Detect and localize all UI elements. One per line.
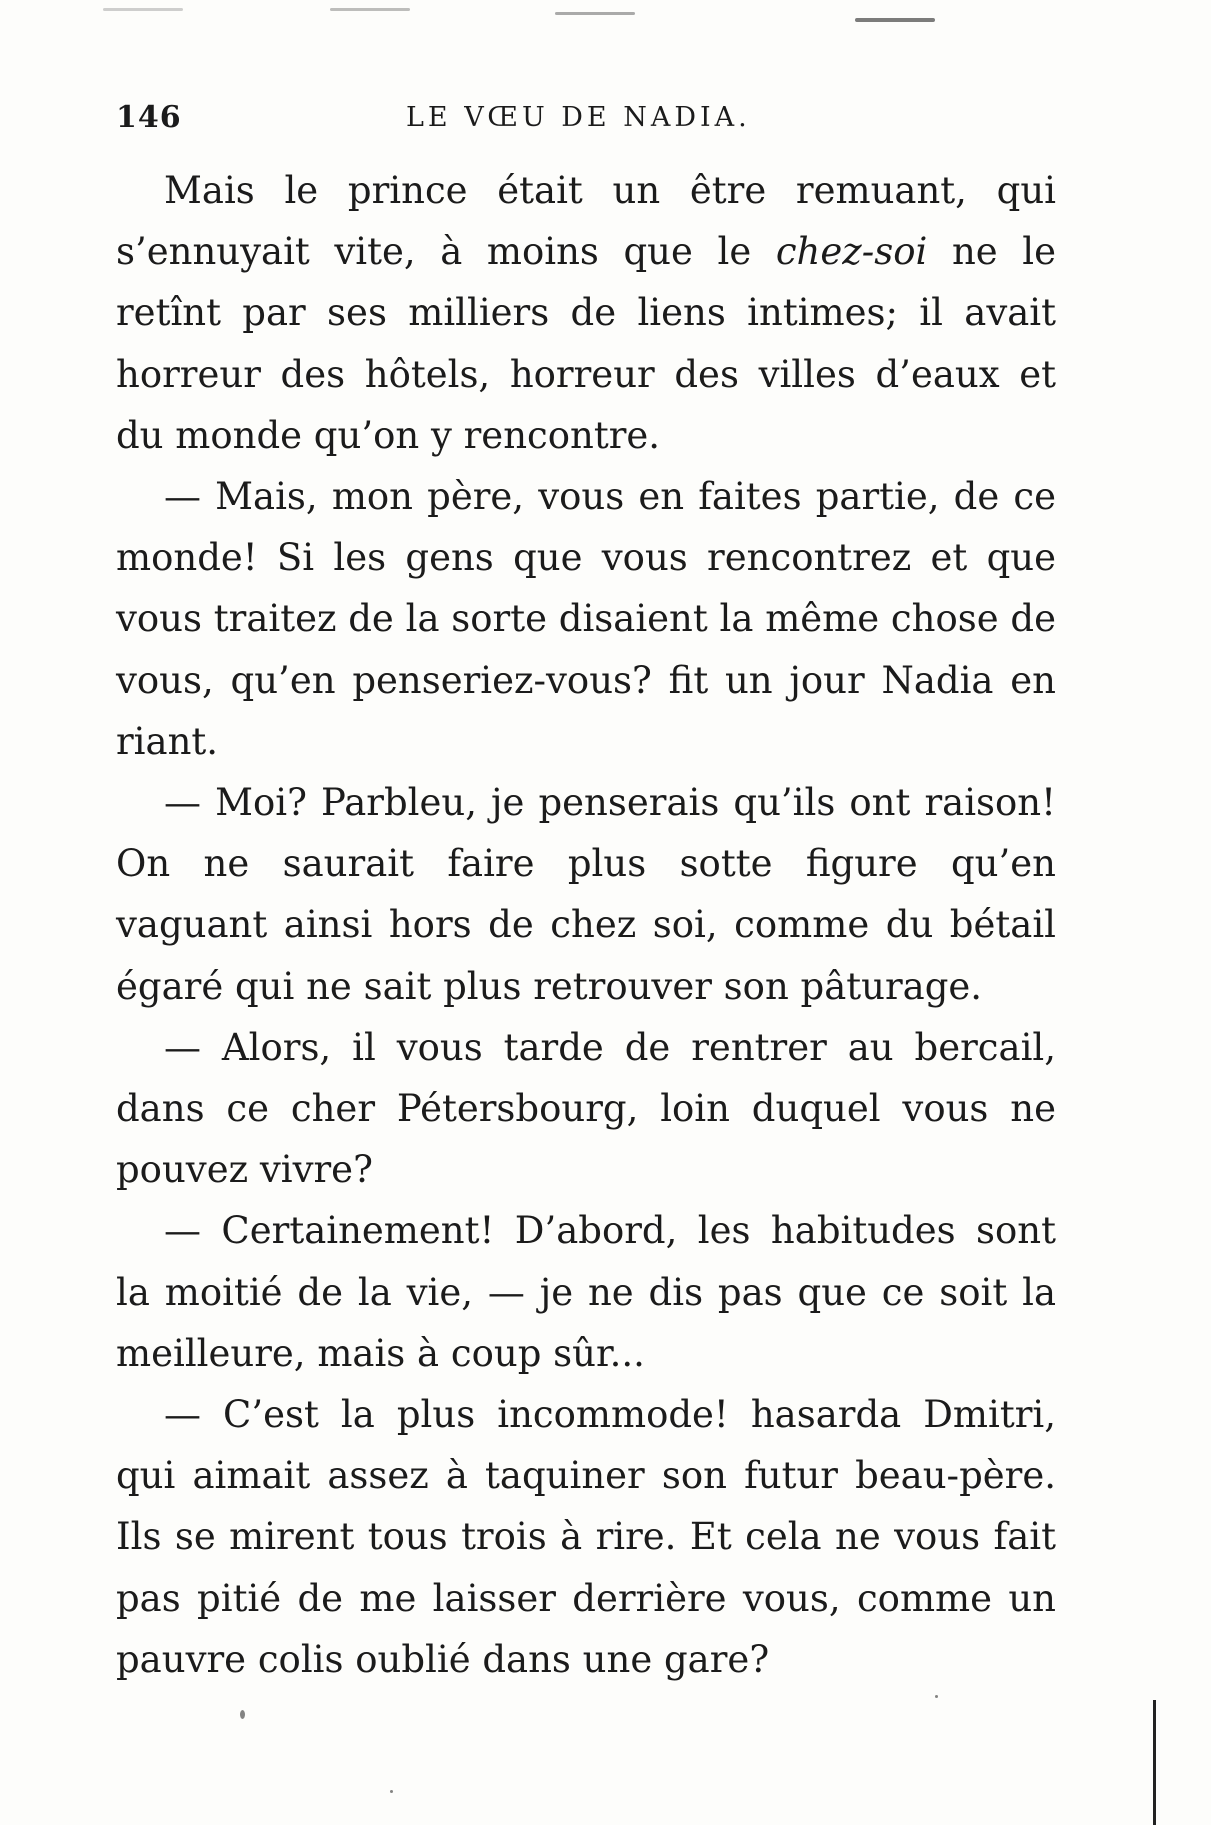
- scan-artifact: [555, 12, 635, 15]
- paragraph: [116, 1200, 1056, 1384]
- paragraph-text: — C’est la plus incommode! hasarda Dmitri, qui aimait assez à taquiner son futur beau-père. Ils se mirent tous trois à rire. Et cela ne vous fait pas pitié de me laisser derrière vous, comme un pauvre colis oublié dans une gare?: [116, 1393, 1056, 1681]
- scan-speck: [390, 1790, 393, 1793]
- scan-artifact: [855, 18, 935, 22]
- running-head: [116, 100, 1056, 140]
- scan-artifact: [103, 8, 183, 11]
- body-text: [116, 160, 1056, 1690]
- scan-artifact: [330, 8, 410, 11]
- running-title: LE VŒU DE NADIA.: [406, 102, 751, 133]
- paragraph-text: Mais le prince était un être remuant, qui s’ennuyait vite, à moins que le: [116, 169, 1056, 274]
- paragraph: [116, 1384, 1056, 1690]
- paragraph: [116, 466, 1056, 772]
- paragraph: [116, 160, 1056, 466]
- paragraph: [116, 1017, 1056, 1201]
- page-number: 146: [116, 100, 182, 135]
- paragraph-text: — Moi? Parbleu, je penserais qu’ils ont raison! On ne saurait faire plus sotte figure qu’en vaguant ainsi hors de chez soi, comme du bétail égaré qui ne sait plus retrouver son pâturage.: [116, 781, 1056, 1008]
- paragraph: [116, 772, 1056, 1017]
- paragraph-text: ne le retînt par ses milliers de liens intimes; il avait horreur des hôtels, horreur des villes d’eaux et du monde qu’on y rencontre.: [116, 230, 1056, 457]
- scan-speck: [935, 1695, 938, 1698]
- scan-edge: [1153, 1700, 1156, 1825]
- paragraph-text: — Mais, mon père, vous en faites partie, de ce monde! Si les gens que vous rencontrez et que vous traitez de la sorte disaient la même chose de vous, qu’en penseriez-vous? fit un jour Nadia en riant.: [116, 475, 1056, 763]
- emphasized-text: chez-soi: [775, 230, 928, 274]
- paragraph-text: — Certainement! D’abord, les habitudes sont la moitié de la vie, — je ne dis pas que ce soit la meilleure, mais à coup sûr...: [116, 1209, 1056, 1375]
- scan-speck: [240, 1710, 245, 1719]
- paragraph-text: — Alors, il vous tarde de rentrer au bercail, dans ce cher Pétersbourg, loin duquel vous ne pouvez vivre?: [116, 1025, 1056, 1192]
